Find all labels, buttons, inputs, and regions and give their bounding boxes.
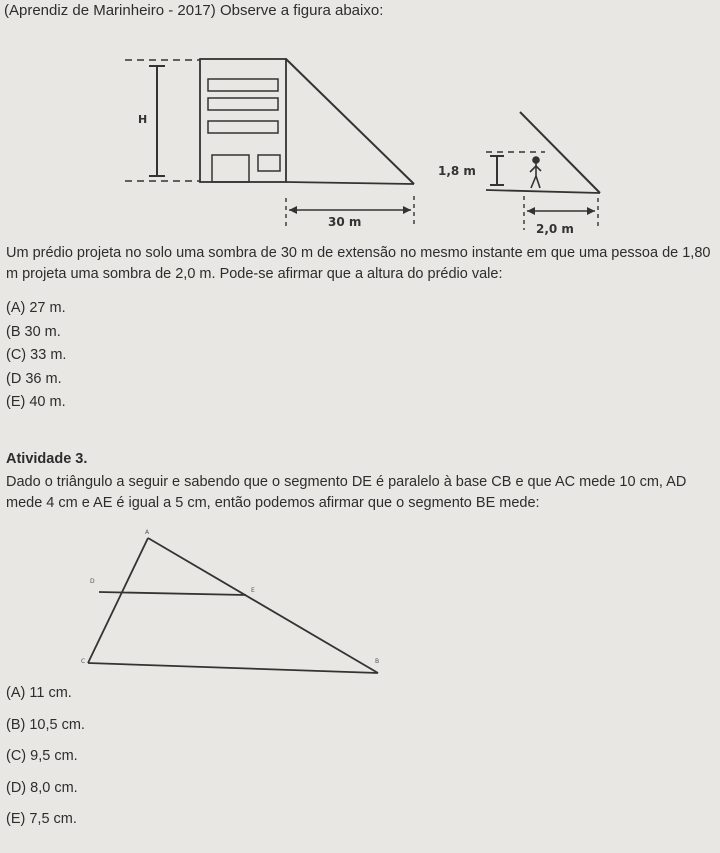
person-icon: [530, 157, 541, 188]
option-d: (D) 8,0 cm.: [6, 779, 78, 796]
vertex-b-label: B: [375, 658, 380, 665]
person-shadow-label: 2,0 m: [536, 222, 574, 236]
activity-options: [6, 678, 85, 836]
activity-statement: Dado o triângulo a seguir e sabendo que o segmento DE é paralelo à base CB e que AC mede 10 cm, AD mede 4 cm e AE é igual a 5 cm, então podemos afirmar que o segmento BE mede:: [6, 474, 687, 511]
vertex-e-label: E: [251, 587, 255, 594]
building-window: [208, 98, 278, 110]
triangle-figure: [80, 525, 400, 675]
question1-statement: Um prédio projeta no solo uma sombra de 30 m de extensão no mesmo instante em que uma pessoa de 1,80 m projeta uma sombra de 2,0 m. Pode-se afirmar que a altura do prédio vale:: [6, 245, 711, 282]
person-ground-line: [486, 190, 600, 193]
option-a: (A) 27 m.: [6, 300, 66, 316]
option-d: (D 36 m.: [6, 370, 62, 387]
building-window: [258, 155, 280, 171]
building-shadow-label: 30 m: [328, 215, 362, 229]
option-b: (B 30 m.: [6, 323, 61, 340]
side-ab: [148, 538, 378, 673]
building-window: [208, 121, 278, 133]
activity-title: Atividade 3.: [6, 451, 88, 467]
vertex-c-label: C: [81, 658, 86, 665]
shadow-figure: [110, 48, 610, 243]
side-cb: [88, 663, 378, 673]
question1-options: [6, 297, 66, 415]
vertex-a-label: A: [145, 529, 150, 536]
person-height-label: 1,8 m: [438, 164, 476, 178]
option-a: (A) 11 cm.: [6, 685, 72, 701]
option-e: (E) 7,5 cm.: [6, 811, 77, 827]
sun-ray-building: [286, 59, 414, 184]
option-e: (E) 40 m.: [6, 394, 66, 410]
side-ac: [88, 538, 148, 663]
question-header: (Aprendiz de Marinheiro - 2017) Observe a figura abaixo:: [4, 2, 384, 19]
vertex-d-label: D: [90, 578, 95, 585]
option-c: (C) 33 m.: [6, 347, 67, 363]
building-window: [208, 79, 278, 91]
ground-line: [286, 182, 414, 184]
building-door: [212, 155, 249, 182]
option-c: (C) 9,5 cm.: [6, 748, 78, 764]
height-label: H: [138, 113, 148, 126]
option-b: (B) 10,5 cm.: [6, 716, 85, 733]
